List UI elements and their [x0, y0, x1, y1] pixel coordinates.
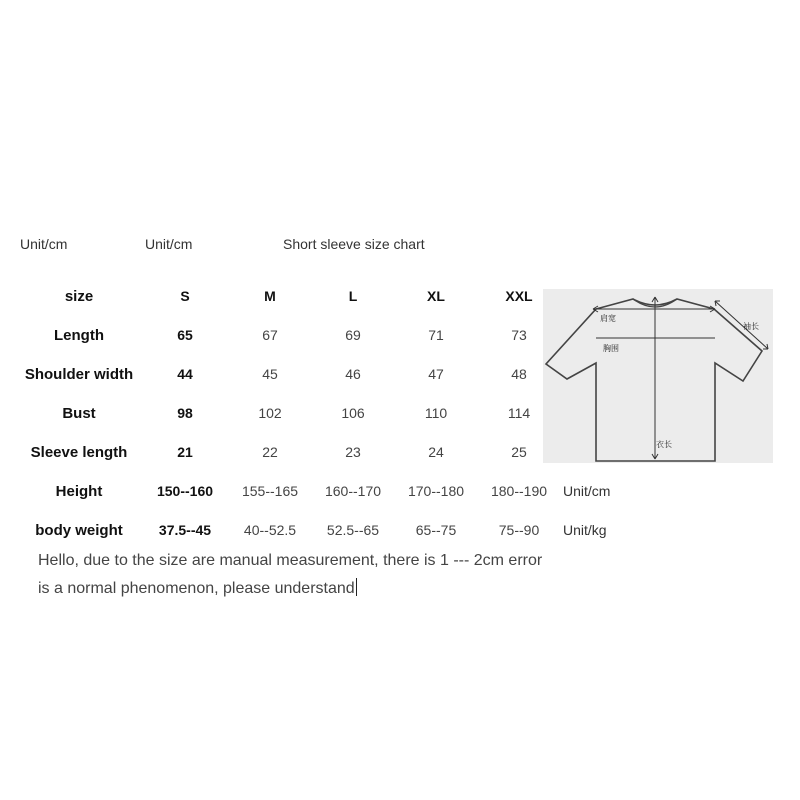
row-label: Bust [62, 405, 96, 422]
table-cell: 170--180 [407, 483, 465, 499]
table-cell: 37.5--45 [158, 522, 212, 538]
row-label: Shoulder width [24, 366, 134, 383]
table-cell: 110 [424, 405, 448, 421]
measurement-note-line-2 [38, 578, 357, 598]
row-label: Sleeve length [30, 444, 128, 461]
table-cell: 155--165 [241, 483, 299, 499]
table-cell: M [264, 288, 276, 304]
diagram-bust-label: 胸围 [603, 344, 619, 353]
table-cell: 65--75 [415, 522, 457, 538]
table-cell: 98 [177, 405, 193, 421]
table-cell: S [180, 288, 190, 304]
table-cell: 40--52.5 [243, 522, 297, 538]
table-cell: 106 [341, 405, 365, 421]
table-cell: 75--90 [498, 522, 540, 538]
table-cell: XL [427, 288, 445, 304]
table-cell: 44 [177, 366, 193, 382]
row-label: body weight [35, 522, 123, 539]
measurement-note-text: is a normal phenomenon, please understand [38, 580, 355, 597]
table-cell: 48 [511, 366, 527, 382]
table-cell: 52.5--65 [326, 522, 380, 538]
table-cell: 73 [511, 327, 527, 343]
text-cursor [356, 578, 357, 596]
tshirt-outline-icon [543, 289, 773, 463]
table-cell: 102 [258, 405, 282, 421]
diagram-sleeve-label: 袖长 [743, 322, 759, 331]
table-cell: 65 [177, 327, 193, 343]
table-cell: 71 [428, 327, 444, 343]
table-cell: 45 [262, 366, 278, 382]
table-cell: 47 [428, 366, 444, 382]
tshirt-diagram [543, 289, 773, 463]
table-cell: 23 [345, 444, 361, 460]
row-label: size [64, 288, 94, 305]
table-cell: 180--190 [490, 483, 548, 499]
table-cell: 25 [511, 444, 527, 460]
table-cell: 69 [345, 327, 361, 343]
table-cell: 114 [507, 405, 531, 421]
row-label: Length [54, 327, 104, 344]
diagram-shoulder-label: 肩宽 [600, 314, 616, 323]
diagram-length-label: 衣长 [656, 440, 672, 449]
unit-label-left: Unit/cm [20, 236, 68, 252]
table-cell: 160--170 [324, 483, 382, 499]
table-cell: 22 [262, 444, 278, 460]
measurement-note-line-1: Hello, due to the size are manual measurement, there is 1 --- 2cm error [38, 552, 543, 569]
table-cell: 67 [262, 327, 278, 343]
table-cell: XXL [505, 288, 533, 304]
unit-label-mid: Unit/cm [145, 236, 193, 252]
table-cell: 24 [428, 444, 444, 460]
table-cell: 21 [177, 444, 193, 460]
chart-title: Short sleeve size chart [283, 236, 425, 252]
row-unit: Unit/kg [563, 522, 607, 538]
row-unit: Unit/cm [563, 483, 611, 499]
table-cell: 46 [345, 366, 361, 382]
table-cell: L [348, 288, 358, 304]
table-cell: 150--160 [156, 483, 214, 499]
row-label: Height [55, 483, 103, 500]
